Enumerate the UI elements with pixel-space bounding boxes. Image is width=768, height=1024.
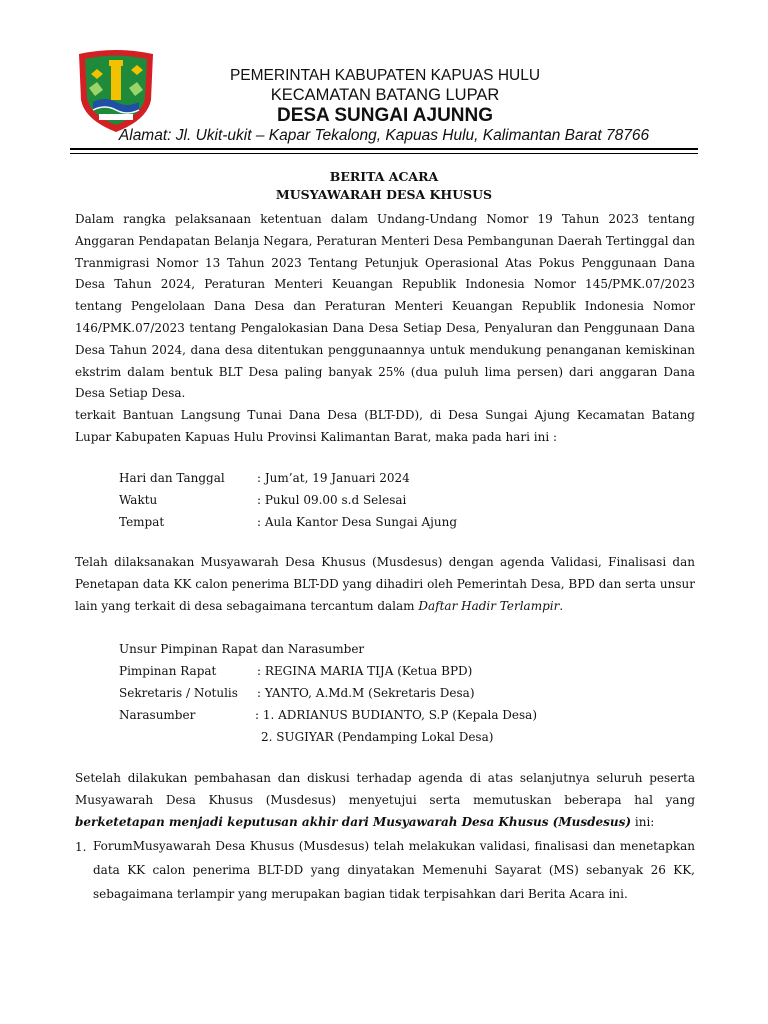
intro-paragraph: Dalam rangka pelaksanaan ketentuan dalam Undang-Undang Nomor 19 Tahun 2023 tentang Anggaran Pendapatan Belanja Negara, Peraturan Menteri Desa Pembangunan Daerah Tertinggal dan Tranmigrasi Nomor 13 Tahun 2023 Tentang Petunjuk Operasional Atas Pokus Penggunaan Dana Desa Tahun 2024, Peraturan Menteri Keuangan Republik Indonesia Nomor 145/PMK.07/2023 tentang Pengelolaan Dana Desa dan Peraturan Menteri Keuangan Republik Indonesia Nomor 146/PMK.07/2023 tentang Pengalokasian Dana Desa Setiap Desa, Penyaluran dan Penggunaan Dana Desa Tahun 2024, dana desa ditentukan penggunaannya untuk mendukung penanganan kemiskinan ekstrim dalam bentuk BLT Desa paling banyak 25% (dua puluh lima persen) dari anggaran Dana Desa Setiap Desa. [75,212,695,401]
schedule-value: : Jum’at, 19 Januari 2024 [257,471,410,485]
doc-subtitle: MUSYAWARAH DESA KHUSUS [275,187,493,202]
official-label: Narasumber [119,708,196,722]
doc-title: BERITA ACARA [329,169,439,184]
letterhead-rule-thick [70,148,698,150]
decision-paragraph [75,768,695,833]
meeting-held-paragraph [75,552,695,617]
meeting-held-text: Telah dilaksanakan Musyawarah Desa Khusus (Musdesus) dengan agenda Validasi, Finalisasi dan Penetapan data KK calon penerima BLT-DD yang dihadiri oleh Pemerintah Desa, BPD dan serta unsur lain yang terkait di desa sebagaimana tercantum dalam [75,555,695,613]
schedule-label: Hari dan Tanggal [119,471,225,485]
point-text: ForumMusyawarah Desa Khusus (Musdesus) telah melakukan validasi, finalisasi dan menetapkan data KK calon penerima BLT-DD yang dinyatakan Memenuhi Sayarat (MS) sebanyak 26 KK, sebagaimana terlampir yang merupakan bagian tidak terpisahkan dari Berita Acara ini. [93,839,695,901]
official-value: : REGINA MARIA TIJA (Ketua BPD) [257,664,473,678]
regency-emblem-icon [75,48,157,134]
decision-emphasis: berketetapan menjadi keputusan akhir dari Musyawarah Desa Khusus (Musdesus) [75,814,632,829]
meeting-held-end: . [559,598,564,613]
official-value: : YANTO, A.Md.M (Sekretaris Desa) [257,686,475,700]
attendance-reference: Daftar Hadir Terlampir [418,598,560,613]
official-value: : 1. ADRIANUS BUDIANTO, S.P (Kepala Desa) [255,708,538,722]
officials-heading: Unsur Pimpinan Rapat dan Narasumber [119,642,365,656]
letterhead-district: KECAMATAN BATANG LUPAR [270,86,500,104]
decision-end: ini: [631,814,655,829]
schedule-label: Waktu [119,493,158,507]
official-label: Sekretaris / Notulis [119,686,238,700]
letterhead-rule-thin [70,153,698,154]
official-label: Pimpinan Rapat [119,664,217,678]
letterhead-government: PEMERINTAH KABUPATEN KAPUAS HULU [229,67,541,84]
intro-paragraph-2: terkait Bantuan Langsung Tunai Dana Desa (BLT-DD), di Desa Sungai Ajung Kecamatan Batang Lupar Kabupaten Kapuas Hulu Provinsi Kalimantan Barat, maka pada hari ini : [75,408,695,444]
letterhead-address: Alamat: Jl. Ukit-ukit – Kapar Tekalong, Kapuas Hulu, Kalimantan Barat 78766 [118,127,650,144]
letterhead-village: DESA SUNGAI AJUNNG [276,105,494,126]
schedule-label: Tempat [119,515,165,529]
point-number: 1. [75,840,87,854]
decision-text: Setelah dilakukan pembahasan dan diskusi terhadap agenda di atas selanjutnya seluruh peserta Musyawarah Desa Khusus (Musdesus) menyetujui serta memutuskan beberapa hal yang [75,771,695,807]
schedule-value: : Pukul 09.00 s.d Selesai [257,493,407,507]
letterhead [160,66,610,127]
schedule-value: : Aula Kantor Desa Sungai Ajung [257,515,458,529]
official-extra: 2. SUGIYAR (Pendamping Lokal Desa) [261,730,494,744]
